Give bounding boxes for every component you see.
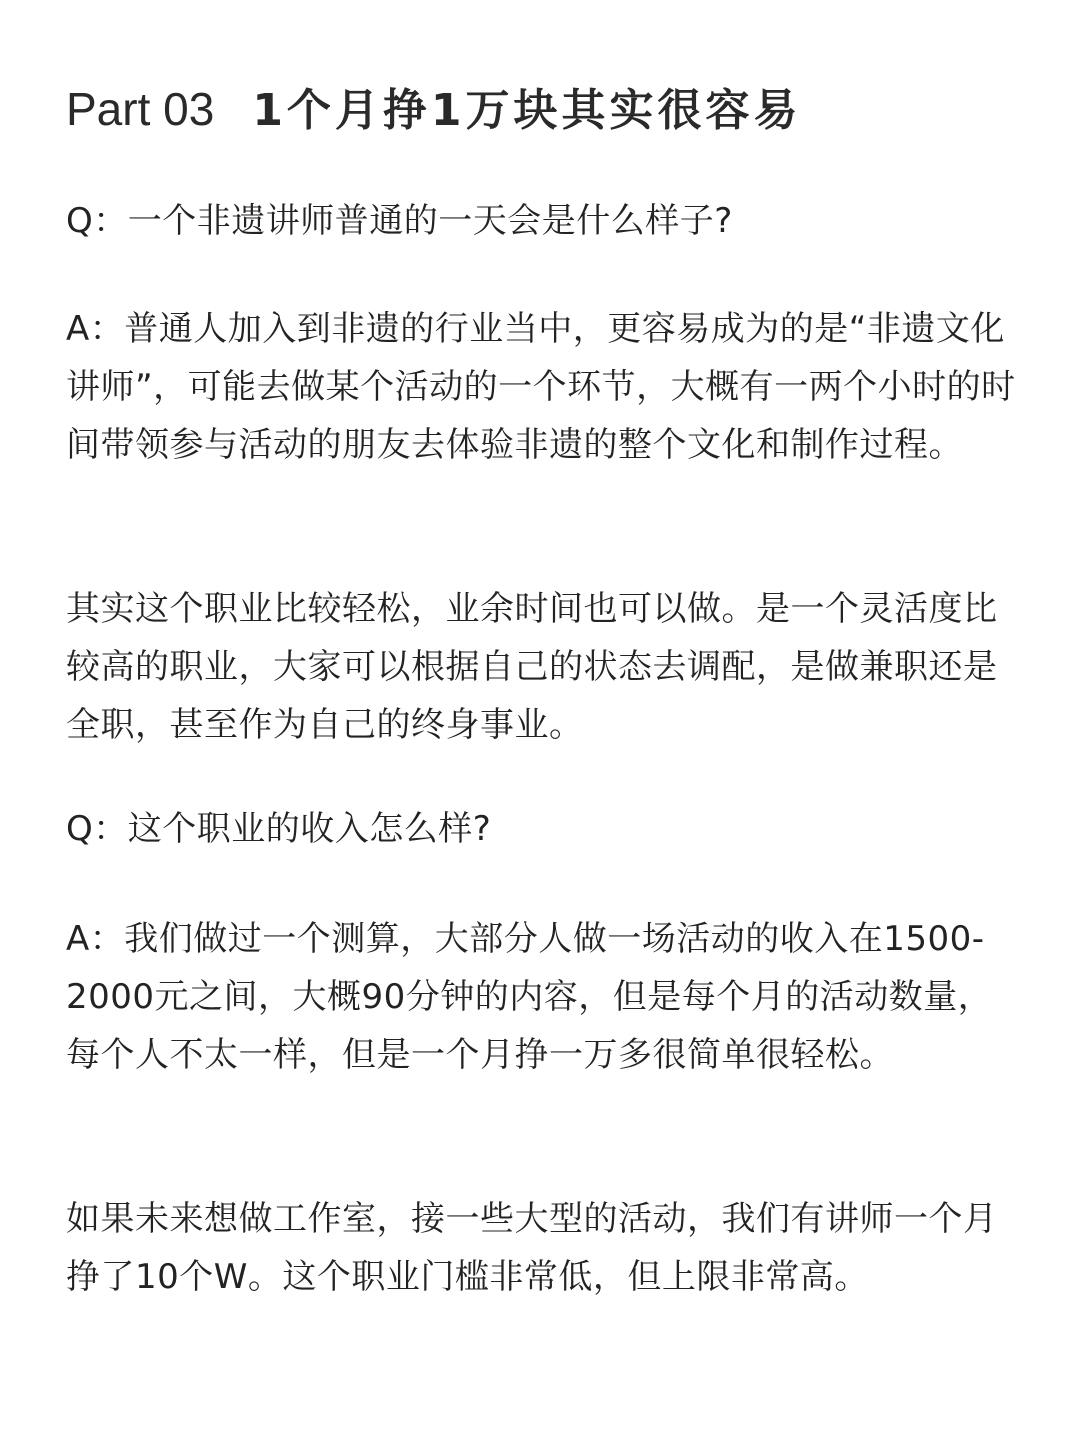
question-2-text: Q：这个职业的收入怎么样? — [66, 809, 492, 849]
answer-1 — [66, 300, 1026, 474]
question-2 — [66, 800, 1026, 858]
paragraph-2 — [66, 580, 1026, 754]
answer-2-text: A：我们做过一个测算，大部分人做一场活动的收入在1500-2000元之间，大概90分钟的内容，但是每个月的活动数量，每个人不太一样，但是一个月挣一万多很简单很轻松。 — [66, 919, 993, 1075]
question-1-text: Q：一个非遗讲师普通的一天会是什么样子? — [66, 201, 733, 241]
answer-1-text: A：普通人加入到非遗的行业当中，更容易成为的是“非遗文化讲师”，可能去做某个活动的一个环节，大概有一两个小时的时间带领参与活动的朋友去体验非遗的整个文化和制作过程。 — [66, 309, 1016, 465]
paragraph-2-text: 其实这个职业比较轻松，业余时间也可以做。是一个灵活度比较高的职业，大家可以根据自己的状态去调配，是做兼职还是全职，甚至作为自己的终身事业。 — [66, 589, 998, 745]
section-heading — [66, 78, 802, 142]
section-title: 1个月挣1万块其实很容易 — [252, 85, 802, 136]
part-label: Part 03 — [66, 83, 215, 135]
question-1 — [66, 192, 1026, 250]
paragraph-3-text: 如果未来想做工作室，接一些大型的活动，我们有讲师一个月挣了10个W。这个职业门槛非常低，但上限非常高。 — [66, 1199, 998, 1297]
paragraph-3 — [66, 1190, 1026, 1306]
answer-2 — [66, 910, 1026, 1084]
